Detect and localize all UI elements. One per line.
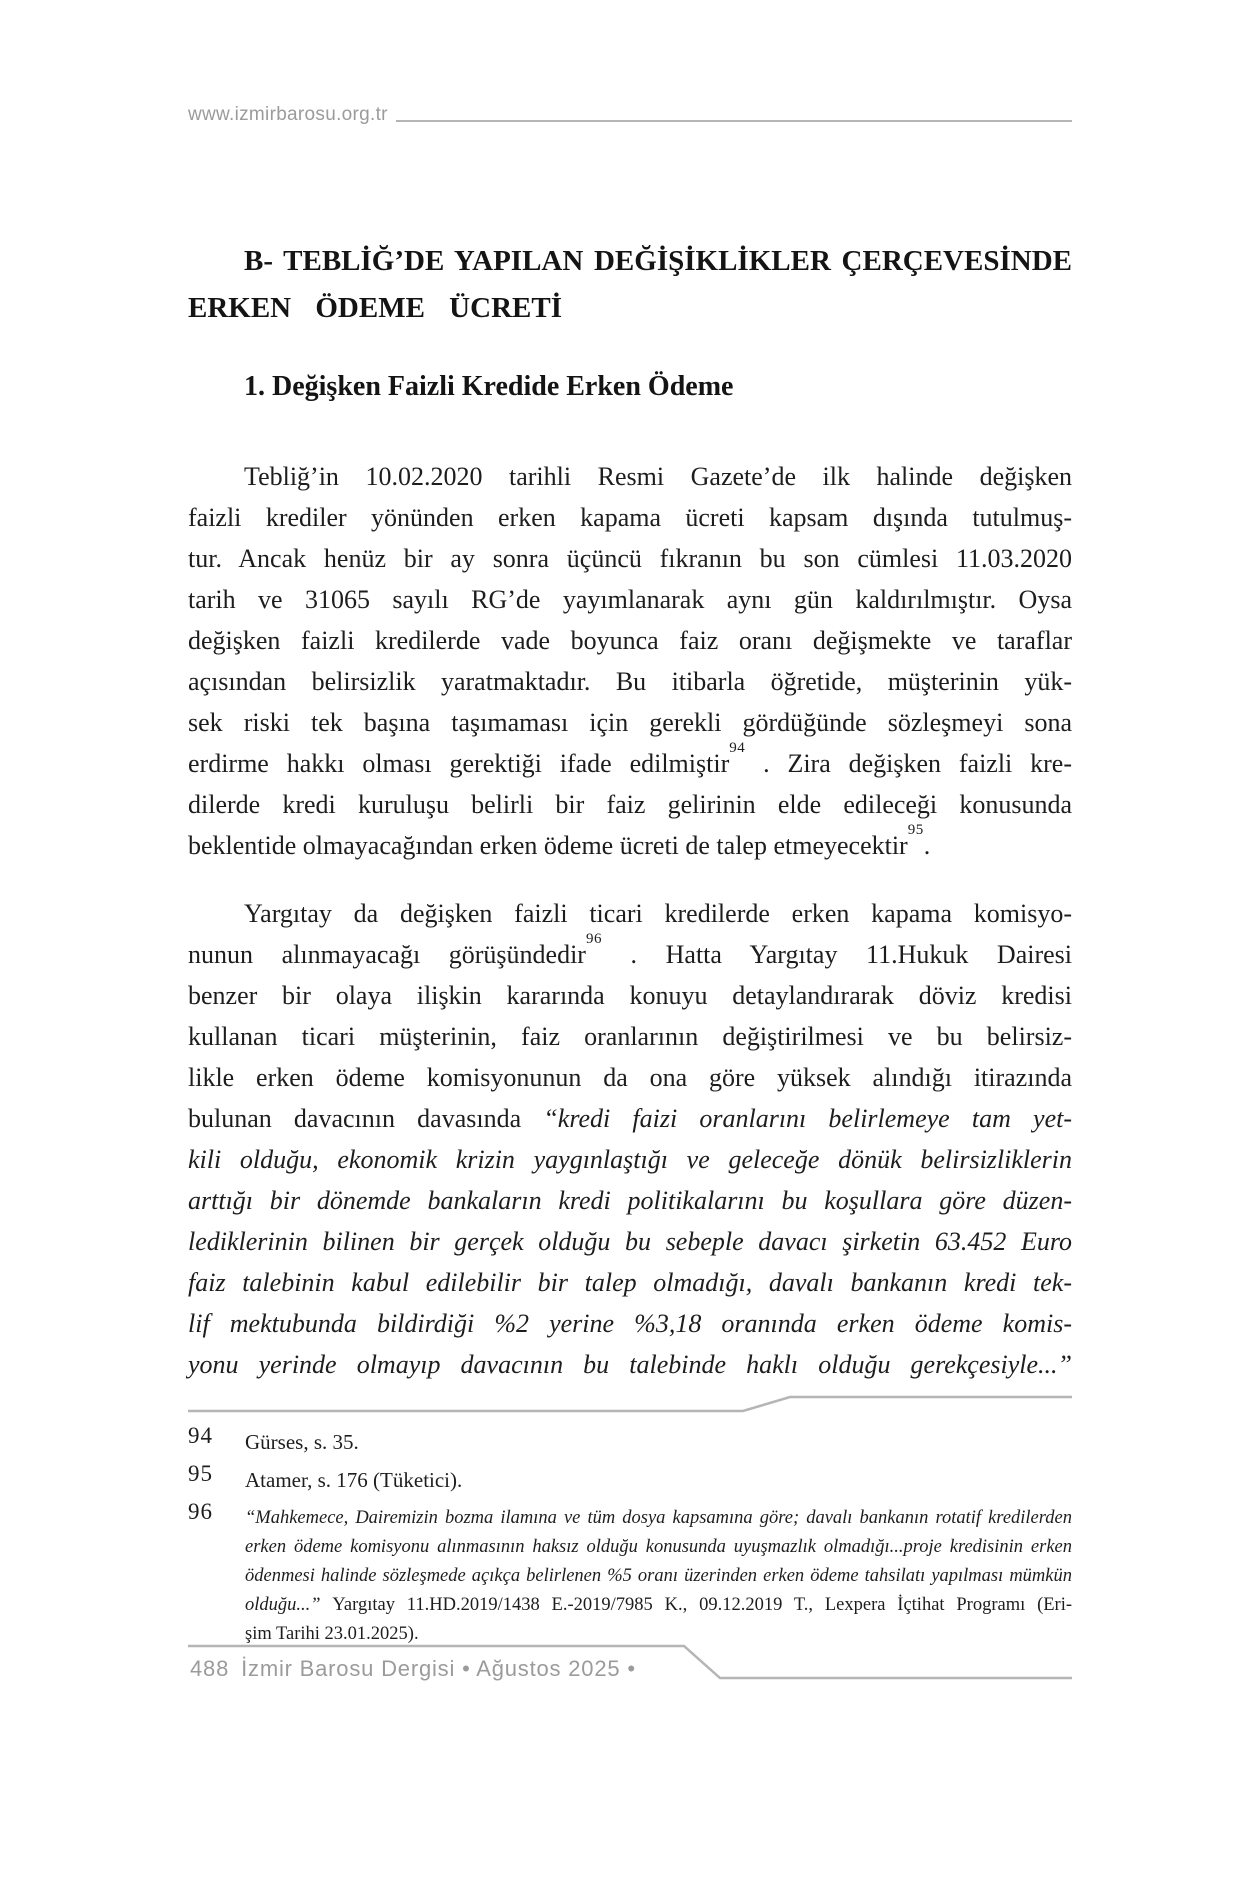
text-segment: Gürses, s. 35.	[245, 1430, 359, 1454]
text-segment: . Zira değişken faizli kre-	[745, 749, 1072, 778]
website-url: www.izmirbarosu.org.tr	[188, 104, 388, 125]
text-segment: benzer bir olaya ilişkin kararında konuyu detaylandırarak döviz kredisi	[188, 981, 1072, 1010]
text-line	[188, 456, 1072, 497]
text-line	[188, 893, 1072, 934]
paragraph-1	[188, 456, 1072, 866]
footnote-text	[245, 1428, 1072, 1457]
text-segment: faiz talebinin kabul edilebilir bir talep olmadığı, davalı bankanın kredi tek-	[188, 1268, 1072, 1297]
text-line	[188, 1139, 1072, 1180]
text-line	[245, 1562, 1072, 1591]
text-line	[245, 1591, 1072, 1620]
text-line	[245, 1466, 1072, 1495]
text-segment: lif mektubunda bildirdiği %2 yerine %3,18 oranında erken ödeme komis-	[188, 1309, 1072, 1338]
text-segment: dilerde kredi kuruluşu belirli bir faiz gelirinin elde edileceği konusunda	[188, 790, 1072, 819]
header-rule	[396, 120, 1072, 122]
section-title	[188, 238, 1072, 332]
footnote-95	[188, 1461, 1072, 1495]
footnote-ref: 96	[585, 931, 602, 948]
text-line	[188, 579, 1072, 620]
footnote-text	[245, 1466, 1072, 1495]
text-line	[188, 784, 1072, 825]
text-line	[188, 702, 1072, 743]
text-segment: arttığı bir dönemde bankaların kredi politikalarını bu koşullara göre düzen-	[188, 1186, 1072, 1215]
text-line	[188, 1016, 1072, 1057]
footnote-number: 95	[188, 1461, 213, 1486]
footnote-number: 96	[188, 1499, 213, 1524]
text-segment: tur. Ancak henüz bir ay sonra üçüncü fıkranın bu son cümlesi 11.03.2020	[188, 544, 1072, 573]
text-line	[188, 1221, 1072, 1262]
text-segment: tarih ve 31065 sayılı RG’de yayımlanarak aynı gün kaldırılmıştır. Oysa	[188, 585, 1072, 614]
text-segment: likle erken ödeme komisyonunun da ona göre yüksek alındığı itirazında	[188, 1063, 1072, 1092]
text-segment: erken ödeme komisyonu alınmasının haksız olduğu konusunda uyuşmazlık olmadığı...proje kredisinin erken	[245, 1537, 1072, 1557]
text-segment: olduğu...”	[245, 1595, 333, 1615]
text-line	[188, 661, 1072, 702]
text-segment: “kredi faizi oranlarını belirlemeye tam yet-	[543, 1104, 1073, 1133]
text-segment: kili olduğu, ekonomik krizin yaygınlaştığı ve geleceğe dönük belirsizliklerin	[188, 1145, 1072, 1174]
text-segment: açısından belirsizlik yaratmaktadır. Bu itibarla öğretide, müşterinin yük-	[188, 667, 1072, 696]
paragraph-2	[188, 893, 1072, 1385]
text-line	[245, 1533, 1072, 1562]
text-line	[188, 1098, 1072, 1139]
text-segment: “Mahkemece, Dairemizin bozma ilamına ve tüm dosya kapsamına göre; davalı bankanın rotatif kredilerden	[245, 1508, 1072, 1528]
text-line	[188, 1057, 1072, 1098]
footnote-text	[245, 1504, 1072, 1649]
text-segment: değişken faizli kredilerde vade boyunca faiz oranı değişmekte ve taraflar	[188, 626, 1072, 655]
text-line	[188, 931, 1073, 975]
text-line	[245, 1428, 1072, 1457]
footnote-ref: 95	[907, 822, 924, 839]
text-segment: yonu yerinde olmayıp davacının bu talebinde haklı olduğu gerekçesiyle...”	[188, 1350, 1072, 1379]
text-segment: sek riski tek başına taşımaması için gerekli gördüğünde sözleşmeyi sona	[188, 708, 1072, 737]
text-segment: erdirme hakkı olması gerektiği ifade edilmiştir	[188, 749, 730, 778]
text-segment: Atamer, s. 176 (Tüketici).	[245, 1468, 463, 1492]
footnote-94	[188, 1423, 1072, 1457]
footnote-separator	[188, 1393, 1072, 1415]
text-segment: faizli krediler yönünden erken kapama ücreti kapsam dışında tutulmuş-	[188, 503, 1072, 532]
footnote-96	[188, 1499, 1072, 1649]
journal-name: İzmir Barosu Dergisi • Ağustos 2025 •	[241, 1656, 636, 1681]
text-line	[188, 822, 1072, 866]
text-segment: kullanan ticari müşterinin, faiz oranlarının değiştirilmesi ve bu belirsiz-	[188, 1022, 1072, 1051]
text-line	[188, 740, 1072, 784]
text-segment: nunun alınmayacağı görüşündedir	[188, 940, 586, 969]
section-title-line1: B- TEBLİĞ’DE YAPILAN DEĞİŞİKLİKLER ÇERÇEVESİNDE	[244, 245, 1072, 277]
text-segment: .	[923, 831, 931, 860]
text-segment: bulunan davacının davasında	[188, 1104, 544, 1133]
text-segment: lediklerinin bilinen bir gerçek olduğu bu sebeple davacı şirketin 63.452 Euro	[188, 1227, 1072, 1256]
text-line	[245, 1504, 1072, 1533]
page-footer	[190, 1656, 636, 1682]
text-segment: beklentide olmayacağından erken ödeme ücreti de talep etmeyecektir	[188, 831, 908, 860]
text-line	[188, 497, 1072, 538]
footnotes-section	[188, 1423, 1072, 1658]
text-segment: Tebliğ’in 10.02.2020 tarihli Resmi Gazete’de ilk halinde değişken	[244, 462, 1072, 491]
text-segment: . Hatta Yargıtay 11.Hukuk Dairesi	[601, 940, 1073, 969]
text-line	[188, 1344, 1072, 1385]
text-line	[188, 1303, 1072, 1344]
text-segment: Yargıtay da değişken faizli ticari kredilerde erken kapama komisyo-	[244, 899, 1072, 928]
text-segment: Yargıtay 11.HD.2019/1438 E.-2019/7985 K., 09.12.2019 T., Lexpera İçtihat Programı (Eri-	[332, 1595, 1072, 1615]
page-header	[188, 102, 1072, 128]
footnote-ref: 94	[729, 740, 746, 757]
text-line	[188, 975, 1072, 1016]
subsection-title: 1. Değişken Faizli Kredide Erken Ödeme	[244, 371, 734, 402]
text-line	[188, 620, 1072, 661]
page-number: 488	[190, 1656, 230, 1681]
text-segment: ödenmesi halinde sözleşmede açıkça belirlenen %5 oranı üzerinden erken ödeme tahsilatı yapılması mümkün	[245, 1566, 1072, 1586]
text-segment: şim Tarihi 23.01.2025).	[245, 1624, 419, 1644]
text-line	[188, 1262, 1072, 1303]
footnote-number: 94	[188, 1423, 213, 1448]
text-line	[188, 538, 1072, 579]
text-line	[188, 1180, 1072, 1221]
section-title-line2: ERKEN ÖDEME ÜCRETİ	[188, 292, 562, 324]
